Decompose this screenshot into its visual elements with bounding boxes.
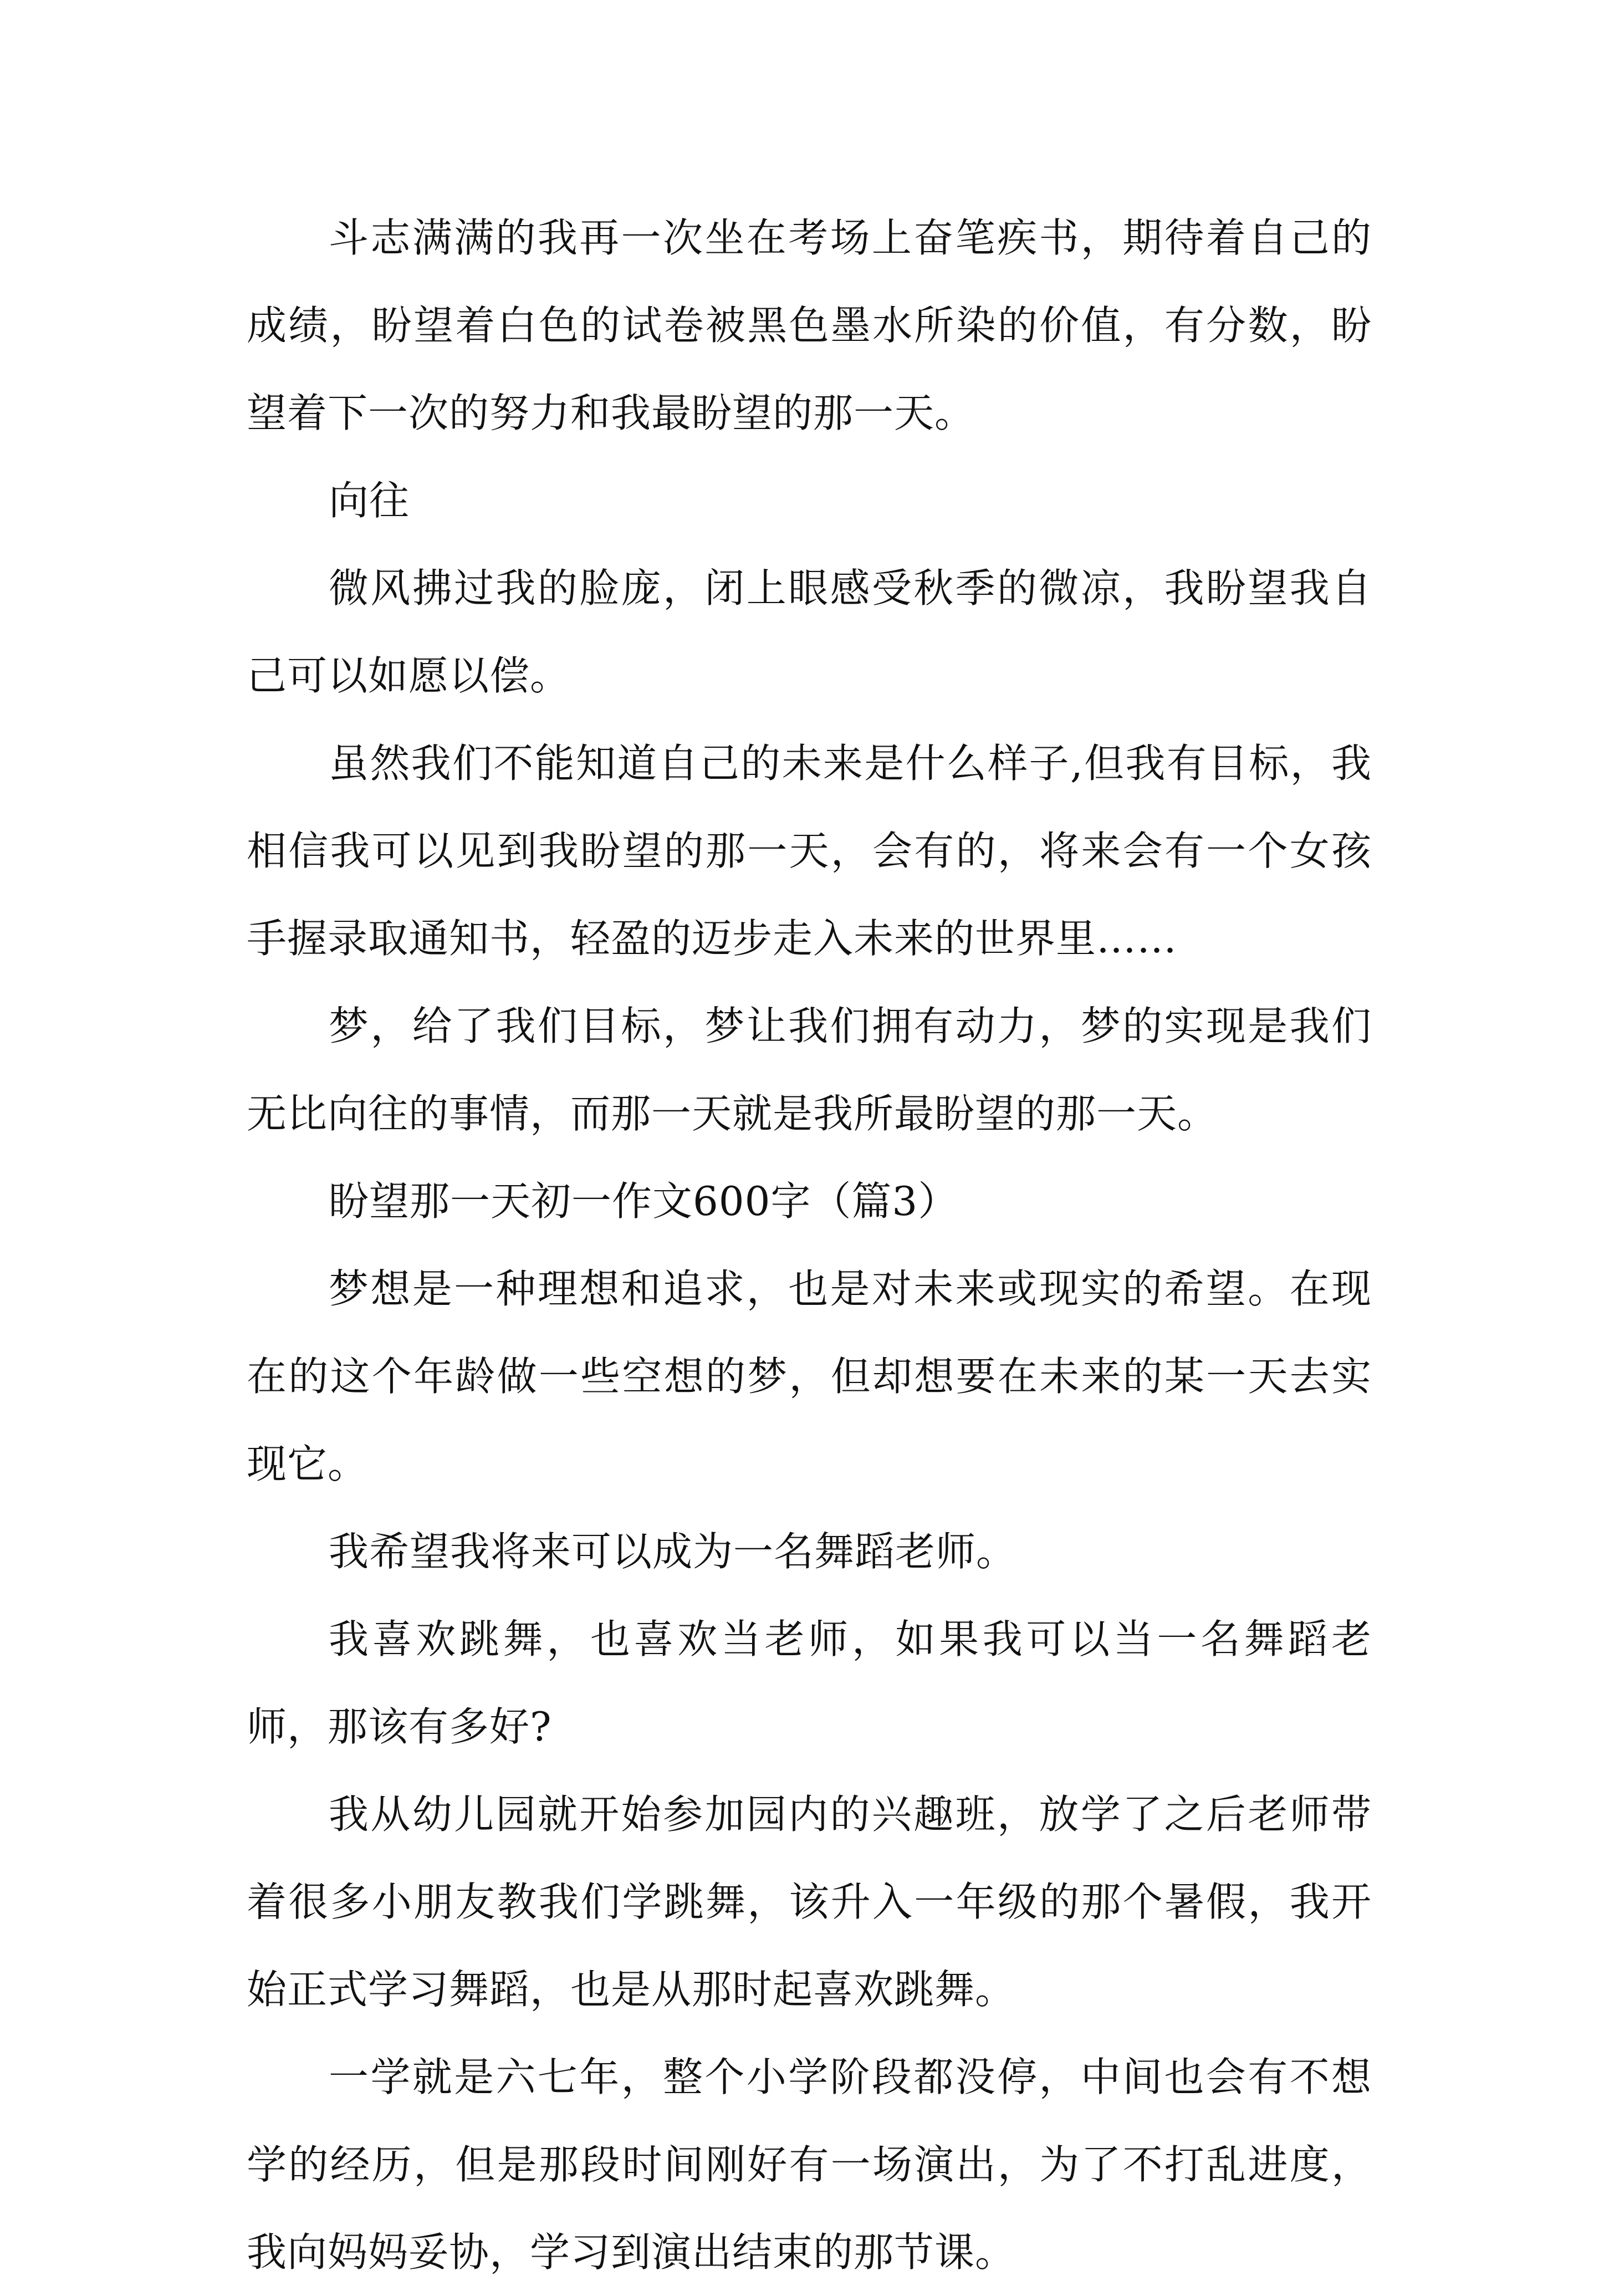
paragraph: 一学就是六七年，整个小学阶段都没停，中间也会有不想学的经历，但是那段时间刚好有一场演出，为了不打乱进度，我向妈妈妥协，学习到演出结束的那节课。 <box>247 2054 1372 2275</box>
paragraph: 梦，给了我们目标，梦让我们拥有动力，梦的实现是我们无比向往的事情，而那一天就是我所最盼望的那一天。 <box>247 1003 1372 1137</box>
document-body <box>247 194 1372 2296</box>
paragraph: 斗志满满的我再一次坐在考场上奋笔疾书，期待着自己的成绩，盼望着白色的试卷被黑色墨水所染的价值，有分数，盼望着下一次的努力和我最盼望的那一天。 <box>247 215 1372 436</box>
essay-title: 盼望那一天初一作文600字（篇3） <box>329 1178 959 1224</box>
section-heading: 向往 <box>329 477 410 524</box>
paragraph: 梦想是一种理想和追求，也是对未来或现实的希望。在现在的这个年龄做一些空想的梦，但却想要在未来的某一天去实现它。 <box>247 1266 1372 1487</box>
paragraph: 我从幼儿园就开始参加园内的兴趣班，放学了之后老师带着很多小朋友教我们学跳舞，该升入一年级的那个暑假，我开始正式学习舞蹈，也是从那时起喜欢跳舞。 <box>247 1791 1372 2013</box>
paragraph: 我希望我将来可以成为一名舞蹈老师。 <box>329 1528 1017 1575</box>
paragraph: 微风拂过我的脸庞，闭上眼感受秋季的微凉，我盼望我自己可以如愿以偿。 <box>247 565 1372 699</box>
paragraph: 虽然我们不能知道自己的未来是什么样子,但我有目标，我相信我可以见到我盼望的那一天，会有的，将来会有一个女孩手握录取通知书，轻盈的迈步走入未来的世界里…… <box>247 740 1372 962</box>
paragraph: 我喜欢跳舞，也喜欢当老师，如果我可以当一名舞蹈老师，那该有多好? <box>247 1616 1372 1750</box>
